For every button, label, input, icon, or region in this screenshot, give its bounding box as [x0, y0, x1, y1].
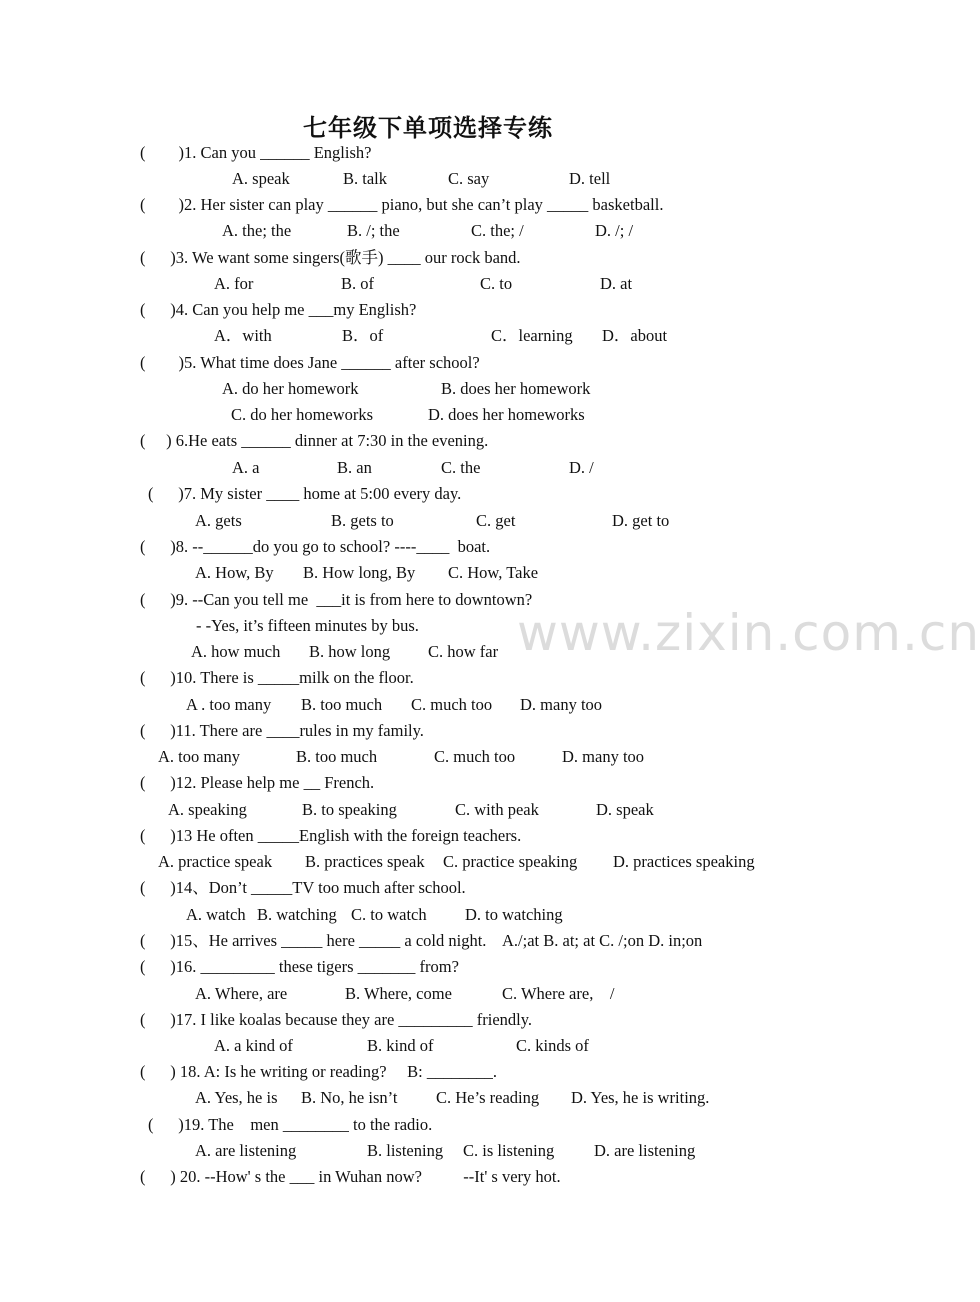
question-16: ( )16. _________ these tigers _______ from?: [140, 957, 459, 976]
q19-option-d: D. are listening: [594, 1141, 696, 1160]
q11-option-d: D. many too: [562, 747, 645, 766]
q6-option-b: B. an: [337, 458, 372, 477]
q16-option-b: B. Where, come: [345, 984, 452, 1003]
question-18: ( ) 18. A: Is he writing or reading? B: ________.: [140, 1062, 497, 1081]
q3-option-b: B. of: [341, 274, 374, 293]
q13-option-d: D. practices speaking: [613, 852, 755, 871]
q2-option-c: C. the; /: [471, 221, 524, 240]
question-13: ( )13 He often _____English with the foreign teachers.: [140, 826, 522, 845]
q19-option-b: B. listening: [367, 1141, 444, 1160]
q1-option-b: B. talk: [343, 169, 387, 188]
question-9: ( )9. --Can you tell me ___it is from here to downtown?: [140, 590, 533, 609]
q8-option-b: B. How long, By: [303, 563, 416, 582]
q1-option-c: C. say: [448, 169, 490, 188]
q17-option-b: B. kind of: [367, 1036, 434, 1055]
question-1: ( )1. Can you ______ English?: [140, 143, 372, 162]
q13-option-a: A. practice speak: [158, 852, 273, 871]
question-5: ( )5. What time does Jane ______ after school?: [140, 353, 480, 372]
q8-option-c: C. How, Take: [448, 563, 539, 582]
question-3: ( )3. We want some singers(歌手) ____ our rock band.: [140, 248, 521, 267]
q12-option-a: A. speaking: [168, 800, 247, 819]
question-2: ( )2. Her sister can play ______ piano, but she can’t play _____ basketball.: [140, 195, 664, 214]
question-12: ( )12. Please help me __ French.: [140, 773, 375, 792]
question-8: ( )8. --______do you go to school? ----____ boat.: [140, 537, 491, 556]
q5-option-d: D. does her homeworks: [428, 405, 585, 424]
q14-option-b: B. watching: [257, 905, 337, 924]
q8-option-a: A. How, By: [195, 563, 274, 582]
question-14: ( )14、Don’t _____TV too much after school.: [140, 878, 466, 897]
question-19: ( )19. The men ________ to the radio.: [148, 1115, 433, 1134]
q16-option-c: C. Where are, /: [502, 984, 615, 1003]
q1-option-d: D. tell: [569, 169, 611, 188]
q6-option-a: A. a: [232, 458, 260, 477]
q19-option-c: C. is listening: [463, 1141, 555, 1160]
q11-option-b: B. too much: [296, 747, 378, 766]
q16-option-a: A. Where, are: [195, 984, 288, 1003]
q14-option-a: A. watch: [186, 905, 246, 924]
q18-option-c: C. He’s reading: [436, 1088, 540, 1107]
q10-option-c: C. much too: [411, 695, 493, 714]
question-11: ( )11. There are ____rules in my family.: [140, 721, 424, 740]
q5-option-a: A. do her homework: [222, 379, 359, 398]
q9-option-a: A. how much: [191, 642, 281, 661]
question-4: ( )4. Can you help me ___my English?: [140, 300, 417, 319]
q4-option-a: A．with: [214, 326, 272, 345]
q18-option-a: A. Yes, he is: [195, 1088, 278, 1107]
q1-option-a: A. speak: [232, 169, 290, 188]
page-title: 七年级下单项选择专练: [303, 114, 553, 142]
q9-option-b: B. how long: [309, 642, 391, 661]
q18-option-d: D. Yes, he is writing.: [571, 1088, 710, 1107]
q3-option-a: A. for: [214, 274, 254, 293]
q17-option-a: A. a kind of: [214, 1036, 293, 1055]
q9-reply: - -Yes, it’s fifteen minutes by bus.: [196, 616, 419, 635]
q11-option-a: A. too many: [158, 747, 241, 766]
q7-option-a: A. gets: [195, 511, 242, 530]
q19-option-a: A. are listening: [195, 1141, 297, 1160]
q14-option-d: D. to watching: [465, 905, 563, 924]
q14-option-c: C. to watch: [351, 905, 427, 924]
q12-option-b: B. to speaking: [302, 800, 397, 819]
q5-option-c: C. do her homeworks: [231, 405, 374, 424]
q18-option-b: B. No, he isn’t: [301, 1088, 398, 1107]
q2-option-a: A. the; the: [222, 221, 292, 240]
q2-option-d: D. /; /: [595, 221, 634, 240]
q11-option-c: C. much too: [434, 747, 516, 766]
question-10: ( )10. There is _____milk on the floor.: [140, 668, 414, 687]
q12-option-d: D. speak: [596, 800, 654, 819]
q12-option-c: C. with peak: [455, 800, 539, 819]
q17-option-c: C. kinds of: [516, 1036, 589, 1055]
q10-option-b: B. too much: [301, 695, 383, 714]
q2-option-b: B. /; the: [347, 221, 400, 240]
q13-option-c: C. practice speaking: [443, 852, 578, 871]
q13-option-b: B. practices speak: [305, 852, 425, 871]
question-17: ( )17. I like koalas because they are _________ friendly.: [140, 1010, 533, 1029]
q7-option-b: B. gets to: [331, 511, 394, 530]
q6-option-d: D. /: [569, 458, 594, 477]
q4-option-d: D．about: [602, 326, 668, 345]
q6-option-c: C. the: [441, 458, 481, 477]
q4-option-c: C．learning: [491, 326, 573, 345]
q3-option-d: D. at: [600, 274, 633, 293]
q5-option-b: B. does her homework: [441, 379, 591, 398]
q7-option-c: C. get: [476, 511, 516, 530]
watermark: www.zixin.com.cn: [517, 604, 980, 662]
question-7: ( )7. My sister ____ home at 5:00 every day.: [148, 484, 462, 503]
q10-option-a: A . too many: [186, 695, 272, 714]
question-6: ( ) 6.He eats ______ dinner at 7:30 in the evening.: [140, 431, 489, 450]
q9-option-c: C. how far: [428, 642, 499, 661]
question-20: ( ) 20. --How' s the ___ in Wuhan now? --It' s very hot.: [140, 1167, 561, 1186]
question-15: ( )15、He arrives _____ here _____ a cold night. A./;at B. at; at C. /;on D. in;on: [140, 931, 703, 950]
q3-option-c: C. to: [480, 274, 513, 293]
q7-option-d: D. get to: [612, 511, 670, 530]
q10-option-d: D. many too: [520, 695, 603, 714]
q4-option-b: B．of: [342, 326, 384, 345]
